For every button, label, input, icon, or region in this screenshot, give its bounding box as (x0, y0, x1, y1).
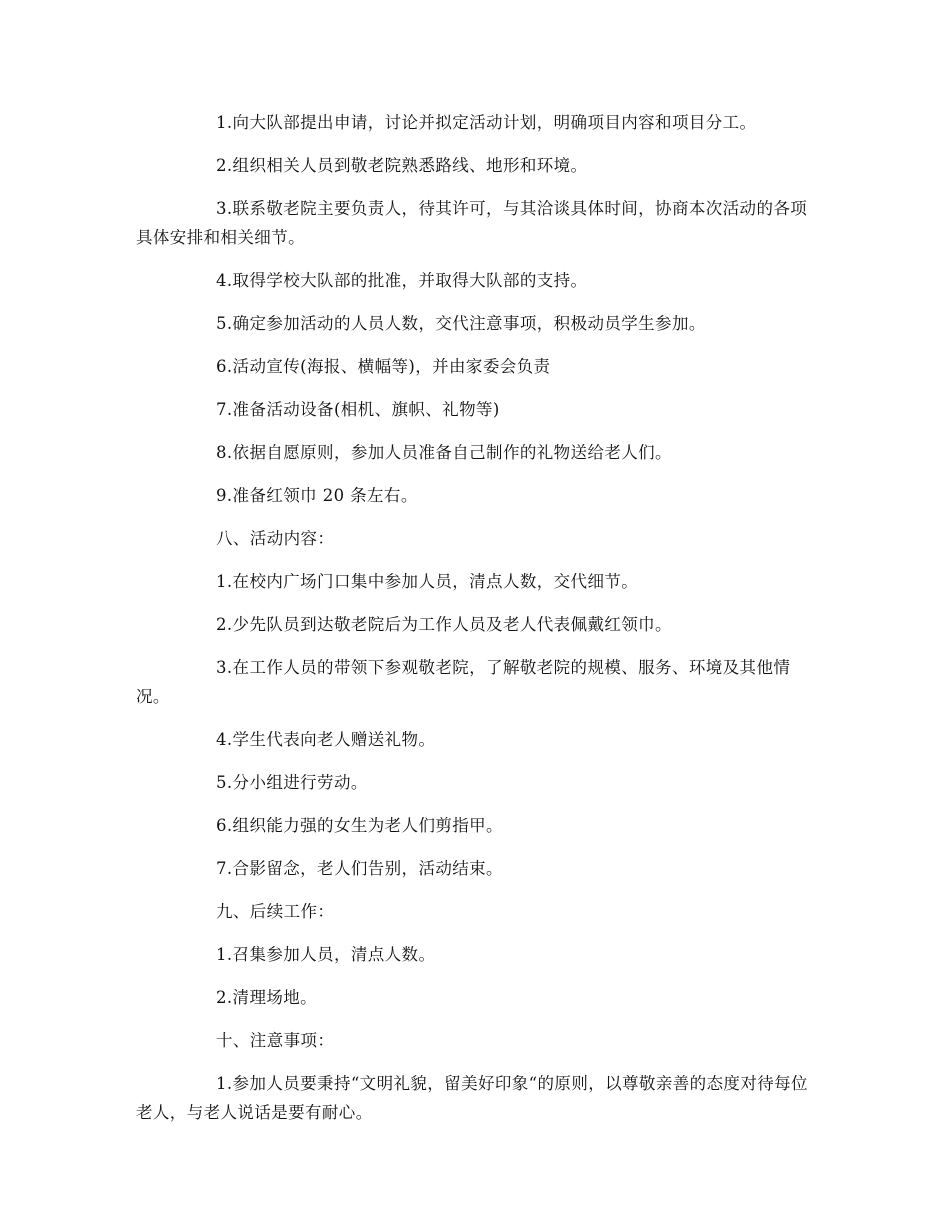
section-heading-activity-content: 八、活动内容： (216, 529, 335, 548)
paragraph-16: 7.合影留念，老人们告别，活动结束。 (216, 859, 503, 878)
paragraph-13: 4.学生代表向老人赠送礼物。 (216, 730, 436, 749)
paragraph-5: 5.确定参加活动的人员人数，交代注意事项，积极动员学生参加。 (216, 314, 706, 333)
paragraph-11: 2.少先队员到达敬老院后为工作人员及老人代表佩戴红领巾。 (216, 615, 672, 634)
paragraph-1: 1.向大队部提出申请，讨论并拟定活动计划，明确项目内容和项目分工。 (216, 113, 757, 132)
paragraph-10: 1.在校内广场门口集中参加人员，清点人数，交代细节。 (216, 572, 639, 591)
paragraph-6: 6.活动宣传(海报、横幅等)，并由家委会负责 (216, 357, 551, 376)
paragraph-3: 3.联系敬老院主要负责人，待其许可，与其洽谈具体时间，协商本次活动的各项具体安排和相关细节。 (136, 199, 808, 247)
paragraph-17: 1.召集参加人员，清点人数。 (216, 945, 436, 964)
paragraph-18: 2.清理场地。 (216, 988, 318, 1007)
section-heading-notes: 十、注意事项： (216, 1031, 335, 1050)
paragraph-12: 3.在工作人员的带领下参观敬老院，了解敬老院的规模、服务、环境及其他情况。 (136, 658, 791, 706)
paragraph-7: 7.准备活动设备(相机、旗帜、礼物等) (216, 400, 500, 419)
paragraph-9: 9.准备红领巾 20 条左右。 (216, 486, 418, 505)
paragraph-8: 8.依据自愿原则，参加人员准备自己制作的礼物送给老人们。 (216, 443, 672, 462)
paragraph-19: 1.参加人员要秉持“文明礼貌，留美好印象“的原则，以尊敬亲善的态度对待每位老人，与老人说话是要有耐心。 (136, 1074, 808, 1122)
paragraph-4: 4.取得学校大队部的批准，并取得大队部的支持。 (216, 271, 588, 290)
document-body (136, 108, 816, 1141)
paragraph-15: 6.组织能力强的女生为老人们剪指甲。 (216, 816, 503, 835)
paragraph-2: 2.组织相关人员到敬老院熟悉路线、地形和环境。 (216, 156, 588, 175)
paragraph-14: 5.分小组进行劳动。 (216, 773, 368, 792)
section-heading-follow-up: 九、后续工作： (216, 902, 335, 921)
